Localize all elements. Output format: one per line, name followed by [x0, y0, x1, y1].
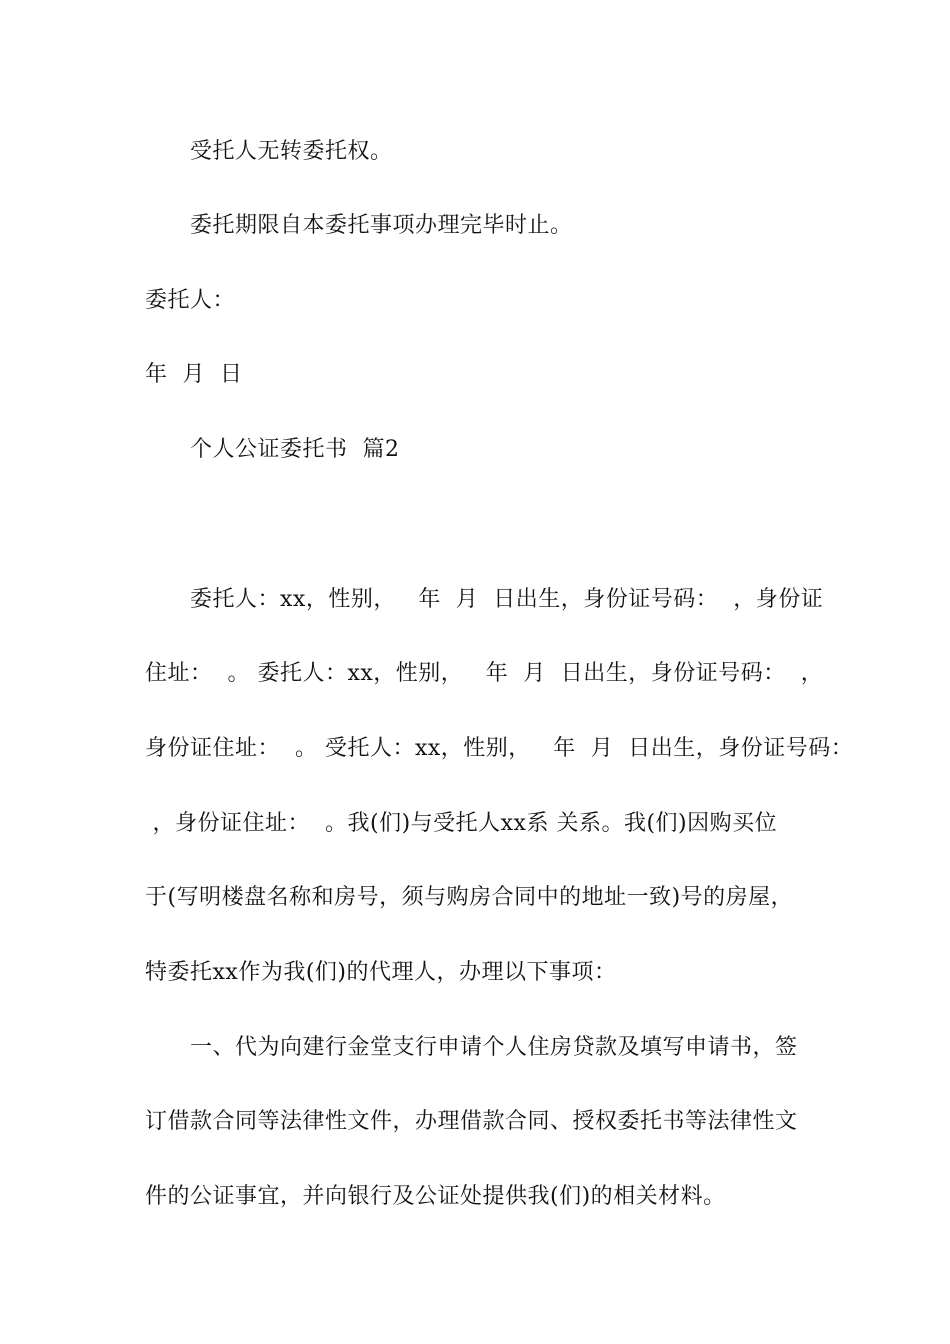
body-text-line: 委托人：xx，性别， 年 月 日出生，身份证号码： ，身份证: [190, 587, 824, 612]
body-text-line: ，身份证住址： 。我(们)与受托人xx系 关系。我(们)因购买位: [145, 811, 778, 836]
item-one-text-line: 一、代为向建行金堂支行申请个人住房贷款及填写申请书，签: [190, 1035, 798, 1060]
principal-signature-label: 委托人：: [145, 288, 236, 313]
date-line: 年 月 日: [145, 362, 243, 387]
item-one-text-line: 订借款合同等法律性文件，办理借款合同、授权委托书等法律性文: [145, 1109, 798, 1134]
body-text-line: 特委托xx作为我(们)的代理人，办理以下事项：: [145, 960, 617, 985]
no-subdelegation-paragraph: 受托人无转委托权。: [190, 139, 393, 164]
body-text-line: 身份证住址： 。 受托人：xx，性别， 年 月 日出生，身份证号码：: [145, 736, 854, 761]
delegation-period-paragraph: 委托期限自本委托事项办理完毕时止。: [190, 213, 573, 238]
section-heading: 个人公证委托书 篇2: [190, 437, 400, 462]
body-text-line: 于(写明楼盘名称和房号，须与购房合同中的地址一致)号的房屋，: [145, 885, 794, 910]
body-text-line: 住址： 。 委托人：xx，性别， 年 月 日出生，身份证号码： ，: [145, 661, 824, 686]
item-one-text-line: 件的公证事宜，并向银行及公证处提供我(们)的相关材料。: [145, 1184, 726, 1209]
